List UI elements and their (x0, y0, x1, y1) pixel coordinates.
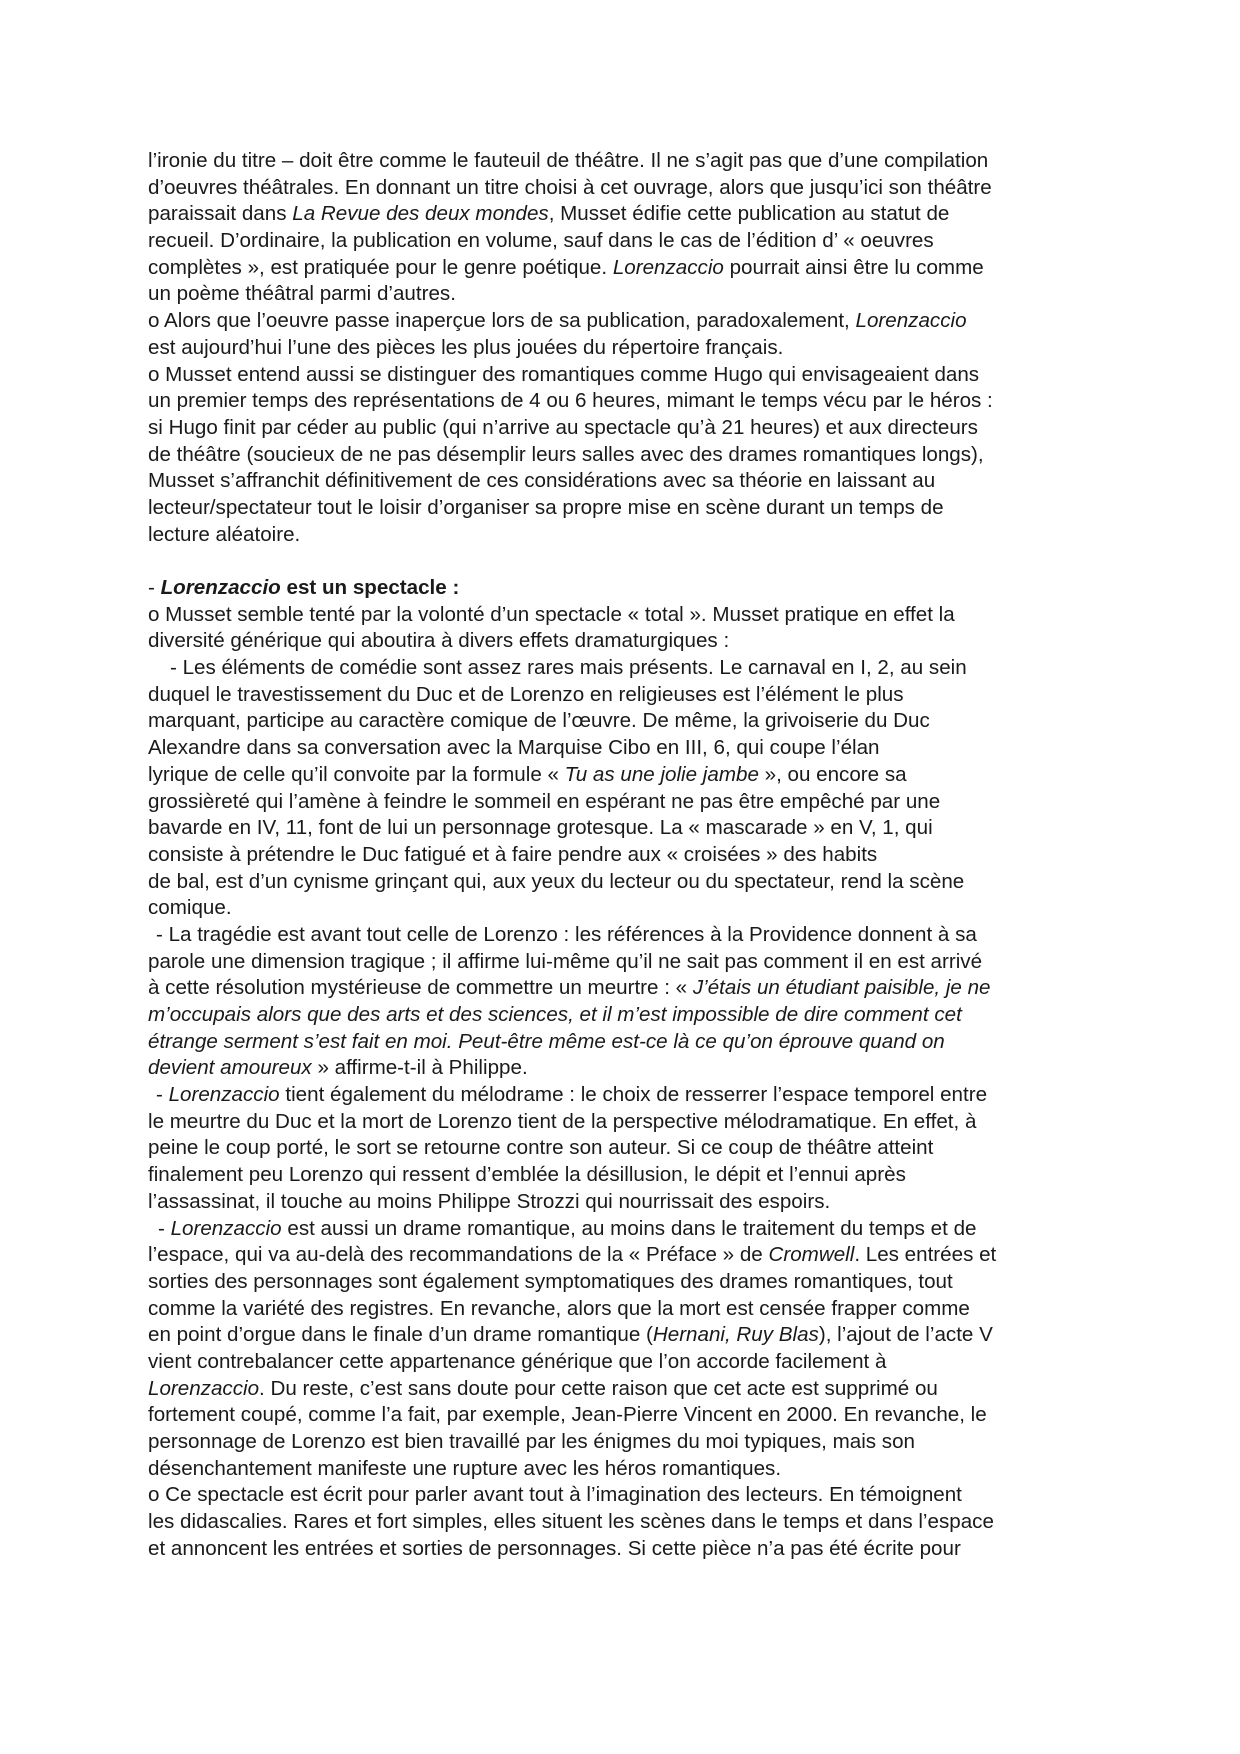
subpoint-melodrama (148, 1082, 1098, 1215)
text-line: de théâtre (soucieux de ne pas désemplir leurs salles avec des drames romantiques longs), (148, 442, 984, 466)
text-line: marquant, participe au caractère comique de l’œuvre. De même, la grivoiserie du Duc (148, 709, 930, 733)
bullet-romantics (148, 362, 1098, 549)
subpoint-romantic-drama (148, 1216, 1098, 1483)
text-line: un premier temps des représentations de 4 ou 6 heures, mimant le temps vécu par le héros : (148, 389, 993, 413)
text-line: en point d’orgue dans le finale d’un drame romantique (Hernani, Ruy Blas), l’ajout de l’acte V (148, 1323, 993, 1347)
text-line: l’ironie du titre – doit être comme le fauteuil de théâtre. Il ne s’agit pas que d’une compilation (148, 149, 989, 172)
text-line: lecture aléatoire. (148, 522, 301, 546)
text-line (148, 1002, 1098, 1029)
text-line: comme la variété des registres. En revanche, alors que la mort est censée frapper comme (148, 1296, 970, 1320)
italic-title: Lorenzaccio (168, 1083, 280, 1107)
text-line: Lorenzaccio. Du reste, c’est sans doute pour cette raison que cet acte est supprimé ou (148, 1376, 938, 1400)
italic-title: Hernani, Ruy Blas (652, 1323, 819, 1347)
subpoint-tragedy (148, 922, 1098, 1082)
italic-quote: Tu as une jolie jambe (564, 762, 759, 786)
text-line: complètes », est pratiquée pour le genre poétique. Lorenzaccio pourrait ainsi être lu comme (148, 255, 984, 279)
bullet-imagination (148, 1482, 1098, 1562)
text-line: désenchantement manifeste une rupture avec les héros romantiques. (148, 1456, 782, 1480)
paragraph-intro (148, 148, 1098, 308)
text-line: le meurtre du Duc et la mort de Lorenzo tient de la perspective mélodramatique. En effet, à (148, 1109, 977, 1133)
text-line: si Hugo finit par céder au public (qui n’arrive au spectacle qu’à 21 heures) et aux directeurs (148, 415, 978, 439)
italic-title: Cromwell (768, 1243, 855, 1267)
text-line: consiste à prétendre le Duc fatigué et à faire pendre aux « croisées » des habits (148, 842, 878, 866)
text-line: o Ce spectacle est écrit pour parler avant tout à l’imagination des lecteurs. En témoignent (148, 1483, 962, 1507)
text-line: personnage de Lorenzo est bien travaillé par les énigmes du moi typiques, mais son (148, 1430, 915, 1453)
text-line (148, 1029, 1098, 1056)
text-line: o Alors que l’oeuvre passe inaperçue lors de sa publication, paradoxalement, Lorenzaccio (148, 309, 967, 333)
document-page (148, 148, 1098, 1562)
italic-title: Lorenzaccio (855, 309, 967, 333)
text-line: est aujourd’hui l’une des pièces les plus jouées du répertoire français. (148, 335, 784, 359)
italic-quote: m’occupais alors que des arts et des sciences, et il m’est impossible de dire comment cet (148, 1003, 962, 1026)
text-line: les didascalies. Rares et fort simples, elles situent les scènes dans le temps et dans l’espace (148, 1510, 994, 1534)
text-line: bavarde en IV, 11, font de lui un personnage grotesque. La « mascarade » en V, 1, qui (148, 816, 933, 840)
text-line: et annoncent les entrées et sorties de personnages. Si cette pièce n’a pas été écrite pour (148, 1536, 961, 1560)
bullet-total-spectacle (148, 602, 1098, 655)
text-line: parole une dimension tragique ; il affirme lui-même qu’il ne sait pas comment il en est arrivé (148, 949, 983, 973)
italic-title: Lorenzaccio (170, 1216, 282, 1240)
text-line: fortement coupé, comme l’a fait, par exemple, Jean-Pierre Vincent en 2000. En revanche, le (148, 1403, 987, 1427)
section-heading: - Lorenzaccio est un spectacle : (148, 576, 460, 599)
text-line: Musset s’affranchit définitivement de ces considérations avec sa théorie en laissant au (148, 469, 936, 493)
italic-quote: étrange serment s’est fait en moi. Peut-être même est-ce là ce qu’on éprouve quand on (148, 1029, 945, 1053)
text-line: grossièreté qui l’amène à feindre le sommeil en espérant ne pas être empêché par une (148, 789, 941, 813)
text-line: - Lorenzaccio tient également du mélodrame : le choix de resserrer l’espace temporel entre (156, 1083, 988, 1107)
text-line: l’assassinat, il touche au moins Philippe Strozzi qui nourrissait des espoirs. (148, 1189, 831, 1213)
text-line: comique. (148, 896, 232, 920)
text-line: à cette résolution mystérieuse de commettre un meurtre : « J’étais un étudiant paisible, je ne (148, 976, 991, 1000)
text-line: lecteur/spectateur tout le loisir d’organiser sa propre mise en scène durant un temps de (148, 495, 944, 519)
text-line: d’oeuvres théâtrales. En donnant un titre choisi à cet ouvrage, alors que jusqu’ici son théâtre (148, 175, 992, 199)
text-line: Alexandre dans sa conversation avec la Marquise Cibo en III, 6, qui coupe l’élan (148, 736, 880, 760)
text-line: duquel le travestissement du Duc et de Lorenzo en religieuses est l’élément le plus (148, 682, 904, 706)
text-line: - Lorenzaccio est aussi un drame romantique, au moins dans le traitement du temps et de (158, 1216, 977, 1240)
text-line: recueil. D’ordinaire, la publication en volume, sauf dans le cas de l’édition d’ « oeuvres (148, 229, 934, 253)
subpoint-comedy (148, 655, 1098, 922)
italic-title: Lorenzaccio (148, 1376, 260, 1400)
text-line: finalement peu Lorenzo qui ressent d’emblée la désillusion, le dépit et l’ennui après (148, 1163, 906, 1187)
text-line: peine le coup porté, le sort se retourne contre son auteur. Si ce coup de théâtre atteint (148, 1136, 934, 1160)
italic-quote: devient amoureux (148, 1056, 312, 1080)
text-line: devient amoureux » affirme-t-il à Philippe. (148, 1056, 528, 1080)
text-line: diversité générique qui aboutira à divers effets dramaturgiques : (148, 629, 730, 653)
blank-line (148, 548, 1098, 575)
text-line: de bal, est d’un cynisme grinçant qui, aux yeux du lecteur ou du spectateur, rend la scène (148, 869, 965, 893)
text-line: o Musset semble tenté par la volonté d’un spectacle « total ». Musset pratique en effet la (148, 602, 955, 626)
italic-title: La Revue des deux mondes (292, 202, 549, 226)
text-line: o Musset entend aussi se distinguer des romantiques comme Hugo qui envisageaient dans (148, 362, 980, 386)
text-line: sorties des personnages sont également symptomatiques des drames romantiques, tout (148, 1269, 953, 1293)
italic-title: Lorenzaccio (612, 255, 724, 279)
text-line: - La tragédie est avant tout celle de Lorenzo : les références à la Providence donnent à sa (156, 922, 977, 946)
text-line: paraissait dans La Revue des deux mondes, Musset édifie cette publication au statut de (148, 202, 950, 226)
text-line: lyrique de celle qu’il convoite par la formule « Tu as une jolie jambe », ou encore sa (148, 762, 907, 786)
text-line: vient contrebalancer cette appartenance générique que l’on accorde facilement à (148, 1349, 887, 1373)
italic-quote: J’étais un étudiant paisible, je ne (692, 976, 991, 1000)
bullet-reception (148, 308, 1098, 361)
text-line: - Les éléments de comédie sont assez rares mais présents. Le carnaval en I, 2, au sein (170, 656, 967, 680)
text-line: un poème théâtral parmi d’autres. (148, 282, 456, 306)
text-line: l’espace, qui va au-delà des recommandations de la « Préface » de Cromwell. Les entrées et (148, 1243, 997, 1267)
